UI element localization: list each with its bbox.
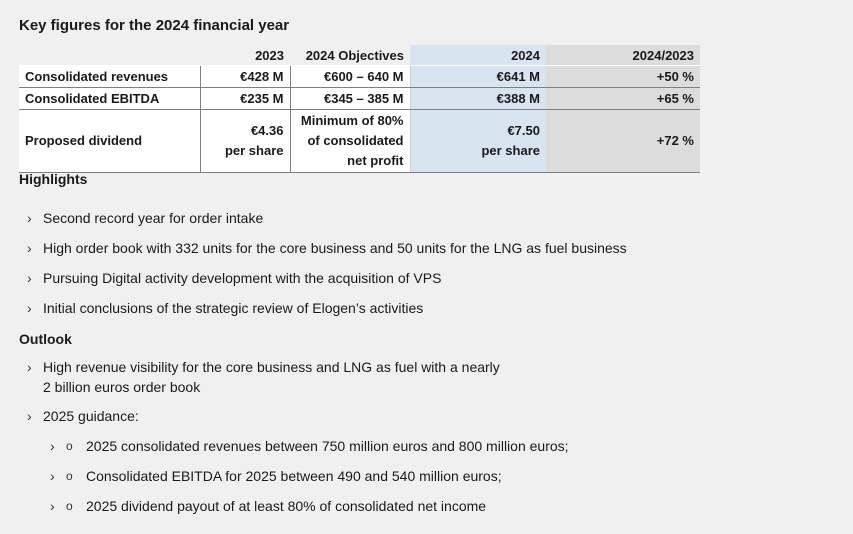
cell-change: +50 % bbox=[546, 66, 700, 88]
highlights-heading: Highlights bbox=[19, 171, 88, 187]
cell-2023-line1: €4.36 bbox=[250, 123, 284, 138]
outlook-text-line1: High revenue visibility for the core business and LNG as fuel with a nearly bbox=[43, 359, 500, 375]
row-label: Consolidated revenues bbox=[19, 66, 200, 88]
header-change: 2024/2023 bbox=[546, 45, 700, 66]
cell-objectives-line3: net profit bbox=[347, 153, 404, 168]
header-objectives: 2024 Objectives bbox=[290, 45, 410, 66]
cell-2023: €235 M bbox=[200, 88, 290, 110]
cell-objectives bbox=[290, 110, 410, 173]
highlight-text: Initial conclusions of the strategic review of Elogen’s activities bbox=[43, 300, 424, 316]
list-item bbox=[27, 238, 627, 258]
row-label: Proposed dividend bbox=[19, 110, 200, 173]
cell-2023 bbox=[200, 110, 290, 173]
table-row bbox=[19, 88, 700, 110]
circle-bullet-icon: o bbox=[66, 439, 73, 453]
guidance-text: Consolidated EBITDA for 2025 between 490 and 540 million euros; bbox=[86, 468, 502, 484]
chevron-right-icon: › bbox=[27, 240, 32, 256]
cell-2023-line2: per share bbox=[224, 143, 284, 158]
list-item bbox=[27, 268, 441, 288]
cell-2024-line2: per share bbox=[481, 143, 540, 158]
highlight-text: High order book with 332 units for the core business and 50 units for the LNG as fuel business bbox=[43, 240, 627, 256]
list-item bbox=[50, 466, 502, 486]
key-figures-table bbox=[19, 45, 700, 173]
chevron-right-icon: › bbox=[50, 438, 55, 454]
header-empty bbox=[19, 45, 200, 66]
row-label: Consolidated EBITDA bbox=[19, 88, 200, 110]
outlook-heading: Outlook bbox=[19, 331, 72, 347]
cell-2024: €641 M bbox=[410, 66, 546, 88]
chevron-right-icon: › bbox=[27, 210, 32, 226]
outlook-text-line2: 2 billion euros order book bbox=[43, 379, 201, 395]
circle-bullet-icon: o bbox=[66, 469, 73, 483]
cell-objectives-line2: of consolidated bbox=[307, 133, 404, 148]
chevron-right-icon: › bbox=[50, 468, 55, 484]
cell-change: +72 % bbox=[546, 110, 700, 173]
guidance-text: 2025 consolidated revenues between 750 million euros and 800 million euros; bbox=[86, 438, 569, 454]
list-item bbox=[27, 406, 139, 426]
chevron-right-icon: › bbox=[27, 359, 32, 375]
cell-2024-line1: €7.50 bbox=[507, 123, 540, 138]
cell-2024 bbox=[410, 110, 546, 173]
chevron-right-icon: › bbox=[27, 408, 32, 424]
list-item bbox=[27, 208, 263, 228]
cell-2024: €388 M bbox=[410, 88, 546, 110]
table-row bbox=[19, 66, 700, 88]
list-item bbox=[50, 496, 486, 516]
cell-objectives: €345 – 385 M bbox=[290, 88, 410, 110]
list-item bbox=[27, 357, 500, 397]
guidance-text: 2025 dividend payout of at least 80% of consolidated net income bbox=[86, 498, 487, 514]
highlight-text: Pursuing Digital activity development with the acquisition of VPS bbox=[43, 270, 442, 286]
chevron-right-icon: › bbox=[27, 300, 32, 316]
table-row bbox=[19, 110, 700, 173]
circle-bullet-icon: o bbox=[66, 499, 73, 513]
cell-objectives: €600 – 640 M bbox=[290, 66, 410, 88]
cell-change: +65 % bbox=[546, 88, 700, 110]
table-header-row bbox=[19, 45, 700, 66]
outlook-text: 2025 guidance: bbox=[43, 408, 139, 424]
chevron-right-icon: › bbox=[50, 498, 55, 514]
highlight-text: Second record year for order intake bbox=[43, 210, 264, 226]
cell-2023: €428 M bbox=[200, 66, 290, 88]
cell-objectives-line1: Minimum of 80% bbox=[300, 113, 404, 128]
chevron-right-icon: › bbox=[27, 270, 32, 286]
page-title: Key figures for the 2024 financial year bbox=[19, 17, 290, 34]
header-2023: 2023 bbox=[200, 45, 290, 66]
list-item bbox=[27, 298, 423, 318]
list-item bbox=[50, 436, 569, 456]
header-2024: 2024 bbox=[410, 45, 546, 66]
outlook-text bbox=[43, 357, 500, 397]
